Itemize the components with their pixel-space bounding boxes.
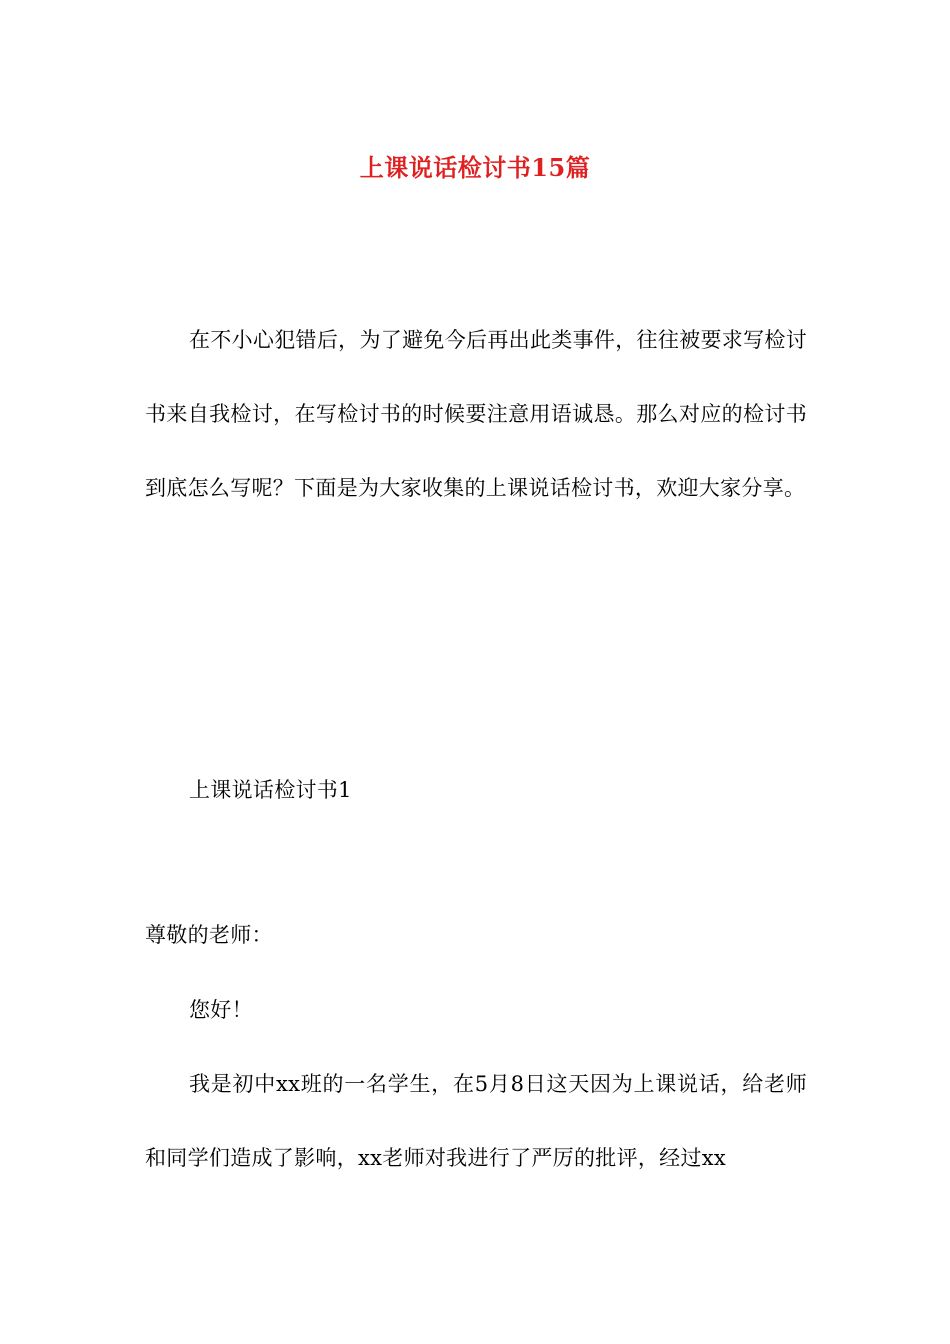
salutation-line: 尊敬的老师： (145, 923, 273, 947)
section-heading: 上课说话检讨书1 (189, 778, 352, 802)
document-title: 上课说话检讨书15篇 (359, 153, 591, 183)
greeting-line: 您好！ (189, 998, 253, 1022)
intro-paragraph: 在不小心犯错后，为了避免今后再出此类事件，往往被要求写检讨书来自我检讨，在写检讨书的时候要注意用语诚恳。那么对应的检讨书到底怎么写呢？下面是为大家收集的上课说话检讨书，欢迎大家分享。 (145, 328, 807, 500)
body-paragraph: 我是初中xx班的一名学生，在5月8日这天因为上课说话，给老师和同学们造成了影响，xx老师对我进行了严厉的批评，经过xx (145, 1072, 807, 1170)
